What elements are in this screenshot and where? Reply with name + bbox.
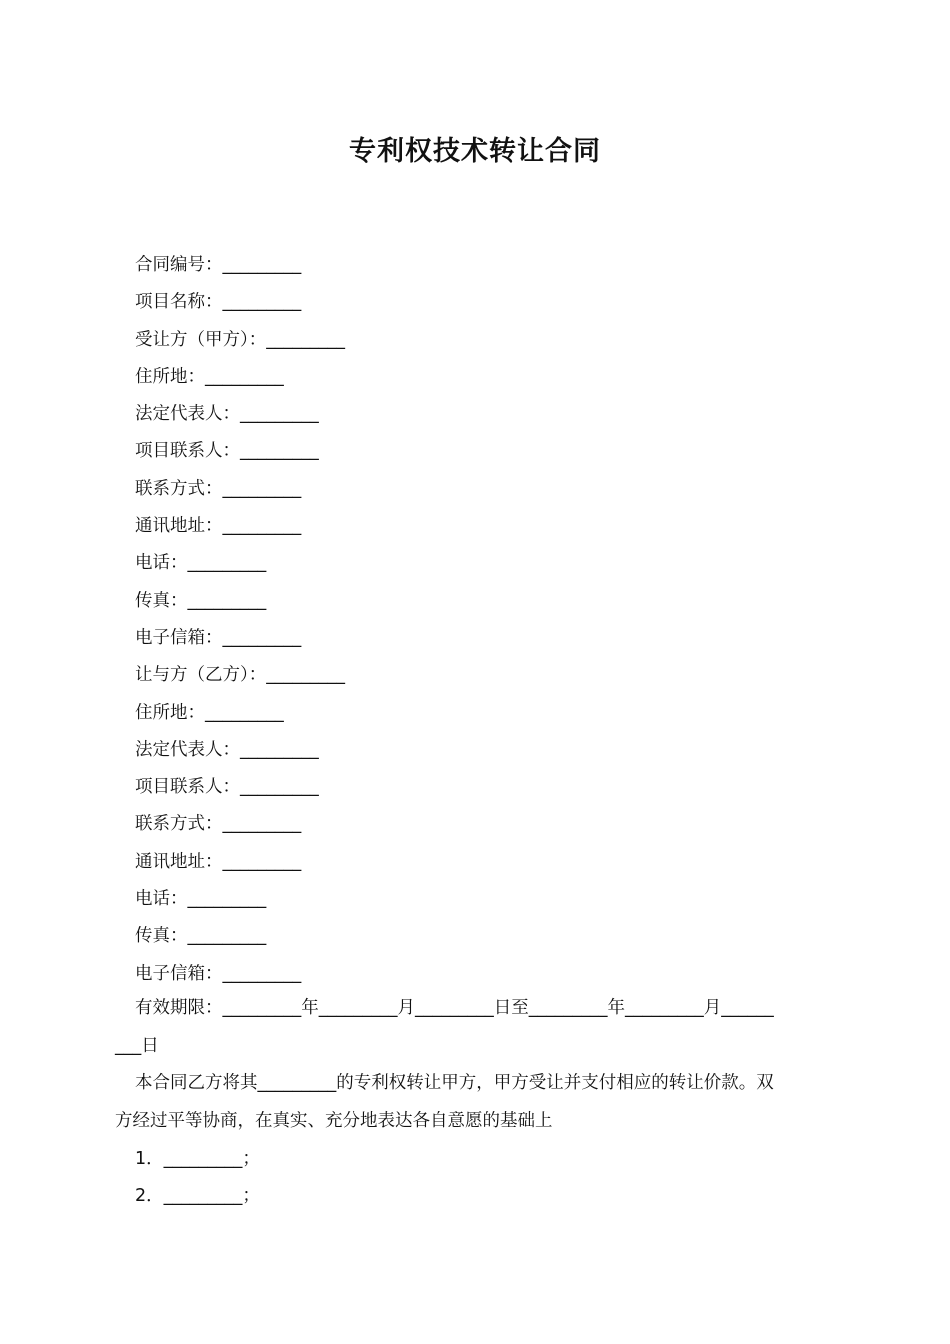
field-assignor: 让与方（乙方）：_________ — [135, 665, 345, 686]
field-assignee-contact-method: 联系方式：_________ — [135, 478, 302, 499]
document-title: 专利权技术转让合同 — [349, 136, 601, 167]
party-fields — [135, 247, 855, 993]
validity-line-1: 有效期限：_________年_________月_________日至_________年_________月______ — [135, 998, 774, 1018]
field-assignor-project-contact: 项目联系人：_________ — [135, 777, 319, 798]
field-project-name: 项目名称：_________ — [135, 292, 302, 313]
field-assignee-fax: 传真：_________ — [135, 590, 267, 611]
numbered-items — [135, 1141, 835, 1216]
field-assignee-address: 住所地：_________ — [135, 366, 284, 387]
field-assignor-address: 住所地：_________ — [135, 702, 284, 723]
list-item: 2．_________； — [135, 1186, 260, 1207]
intro-paragraph — [115, 1065, 835, 1140]
field-contract-number: 合同编号：_________ — [135, 255, 302, 275]
field-assignee-project-contact: 项目联系人：_________ — [135, 441, 319, 462]
intro-paragraph-line-1: 本合同乙方将其_________的专利权转让甲方，甲方受让并支付相应的转让价款。双 — [135, 1073, 774, 1093]
field-assignor-phone: 电话：_________ — [135, 889, 267, 910]
field-assignee-mailing-address: 通讯地址：_________ — [135, 516, 302, 537]
field-assignor-contact-method: 联系方式：_________ — [135, 814, 302, 835]
list-item: 1．_________； — [135, 1149, 260, 1169]
field-assignor-email: 电子信箱：_________ — [135, 963, 302, 984]
field-assignee-email: 电子信箱：_________ — [135, 627, 302, 648]
field-assignor-fax: 传真：_________ — [135, 926, 267, 947]
field-assignor-legal-rep: 法定代表人：_________ — [135, 739, 319, 760]
intro-paragraph-line-2: 方经过平等协商，在真实、充分地表达各自意愿的基础上 — [115, 1110, 553, 1131]
validity-line-2: ___日 — [115, 1035, 159, 1056]
field-assignor-mailing-address: 通讯地址：_________ — [135, 851, 302, 872]
field-assignee-legal-rep: 法定代表人：_________ — [135, 404, 319, 425]
field-assignee-phone: 电话：_________ — [135, 553, 267, 574]
validity-period — [115, 990, 835, 1065]
field-assignee: 受让方（甲方）：_________ — [135, 329, 345, 350]
